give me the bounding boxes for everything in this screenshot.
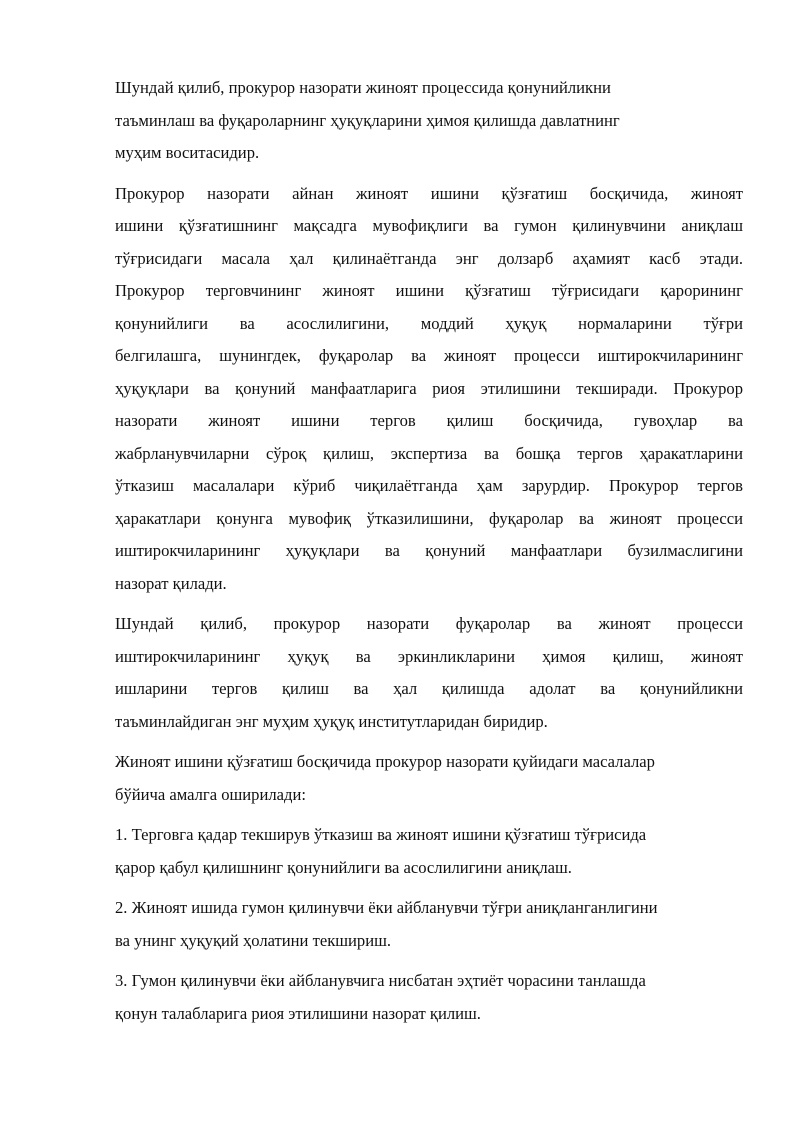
paragraph — [115, 178, 743, 601]
text-line: Жиноят ишини қўзғатиш босқичида прокурор назорати қуйидаги масалалар — [115, 752, 655, 771]
text-line: қарор қабул қилишнинг қонунийлиги ва асослилигини аниқлаш. — [115, 857, 572, 877]
list-item — [115, 892, 743, 957]
text-line: жабрланувчиларни сўроқ қилиш, экспертиза ва бошқа тергов ҳаракатларини — [115, 443, 743, 463]
text-line: муҳим воситасидир. — [115, 143, 260, 162]
text-line: таъминлаш ва фуқароларнинг ҳуқуқларини ҳимоя қилишда давлатнинг — [115, 110, 620, 130]
text-line: ишларини тергов қилиш ва ҳал қилишда адолат ва қонунийликни — [115, 679, 743, 698]
paragraph — [115, 608, 743, 738]
list-item — [115, 819, 743, 884]
text-line: Прокурор назорати айнан жиноят ишини қўзғатиш босқичида, жиноят — [115, 183, 743, 203]
text-line: белгилашга, шунингдек, фуқаролар ва жиноят процесси иштирокчиларининг — [115, 346, 743, 365]
text-line: ҳаракатлари қонунга мувофиқ ўтказилишини, фуқаролар ва жиноят процесси — [115, 508, 743, 528]
text-line: тўғрисидаги масала ҳал қилинаётганда энг долзарб аҳамият касб этади. — [115, 248, 743, 268]
text-line: Прокурор терговчининг жиноят ишини қўзғатиш тўғрисидаги қарорининг — [115, 281, 743, 300]
text-line: назорати жиноят ишини тергов қилиш босқичида, гувоҳлар ва — [115, 411, 743, 430]
paragraph — [115, 72, 743, 170]
text-line: иштирокчиларининг ҳуқуқлари ва қонуний манфаатлари бузилмаслигини — [115, 541, 743, 560]
text-line: назорат қилади. — [115, 573, 227, 593]
list-item — [115, 965, 743, 1030]
document-page — [115, 72, 743, 1038]
text-line: ҳуқуқлари ва қонуний манфаатларига риоя этилишини текширади. Прокурор — [115, 378, 743, 398]
text-line: ишини қўзғатишнинг мақсадга мувофиқлиги ва гумон қилинувчини аниқлаш — [115, 216, 743, 235]
text-line: Шундай қилиб, прокурор назорати жиноят процессида қонунийликни — [115, 78, 611, 97]
text-line: 1. Терговга қадар текширув ўтказиш ва жиноят ишини қўзғатиш тўғрисида — [115, 825, 647, 844]
text-line: қонун талабларига риоя этилишини назорат қилиш. — [115, 1003, 481, 1023]
text-line: 3. Гумон қилинувчи ёки айбланувчига нисбатан эҳтиёт чорасини танлашда — [115, 971, 646, 990]
text-line: ўтказиш масалалари кўриб чиқилаётганда ҳам зарурдир. Прокурор тергов — [115, 476, 743, 495]
text-line: қонунийлиги ва асослилигини, моддий ҳуқуқ нормаларини тўғри — [115, 313, 743, 333]
text-line: ва унинг ҳуқуқий ҳолатини текшириш. — [115, 930, 392, 950]
text-line: бўйича амалга оширилади: — [115, 784, 306, 804]
text-line: иштирокчиларининг ҳуқуқ ва эркинликларини ҳимоя қилиш, жиноят — [115, 646, 743, 666]
text-line: Шундай қилиб, прокурор назорати фуқаролар ва жиноят процесси — [115, 614, 743, 633]
text-line: таъминлайдиган энг муҳим ҳуқуқ институтларидан биридир. — [115, 711, 548, 731]
text-line: 2. Жиноят ишида гумон қилинувчи ёки айбланувчи тўғри аниқланганлигини — [115, 898, 658, 917]
paragraph — [115, 746, 743, 811]
